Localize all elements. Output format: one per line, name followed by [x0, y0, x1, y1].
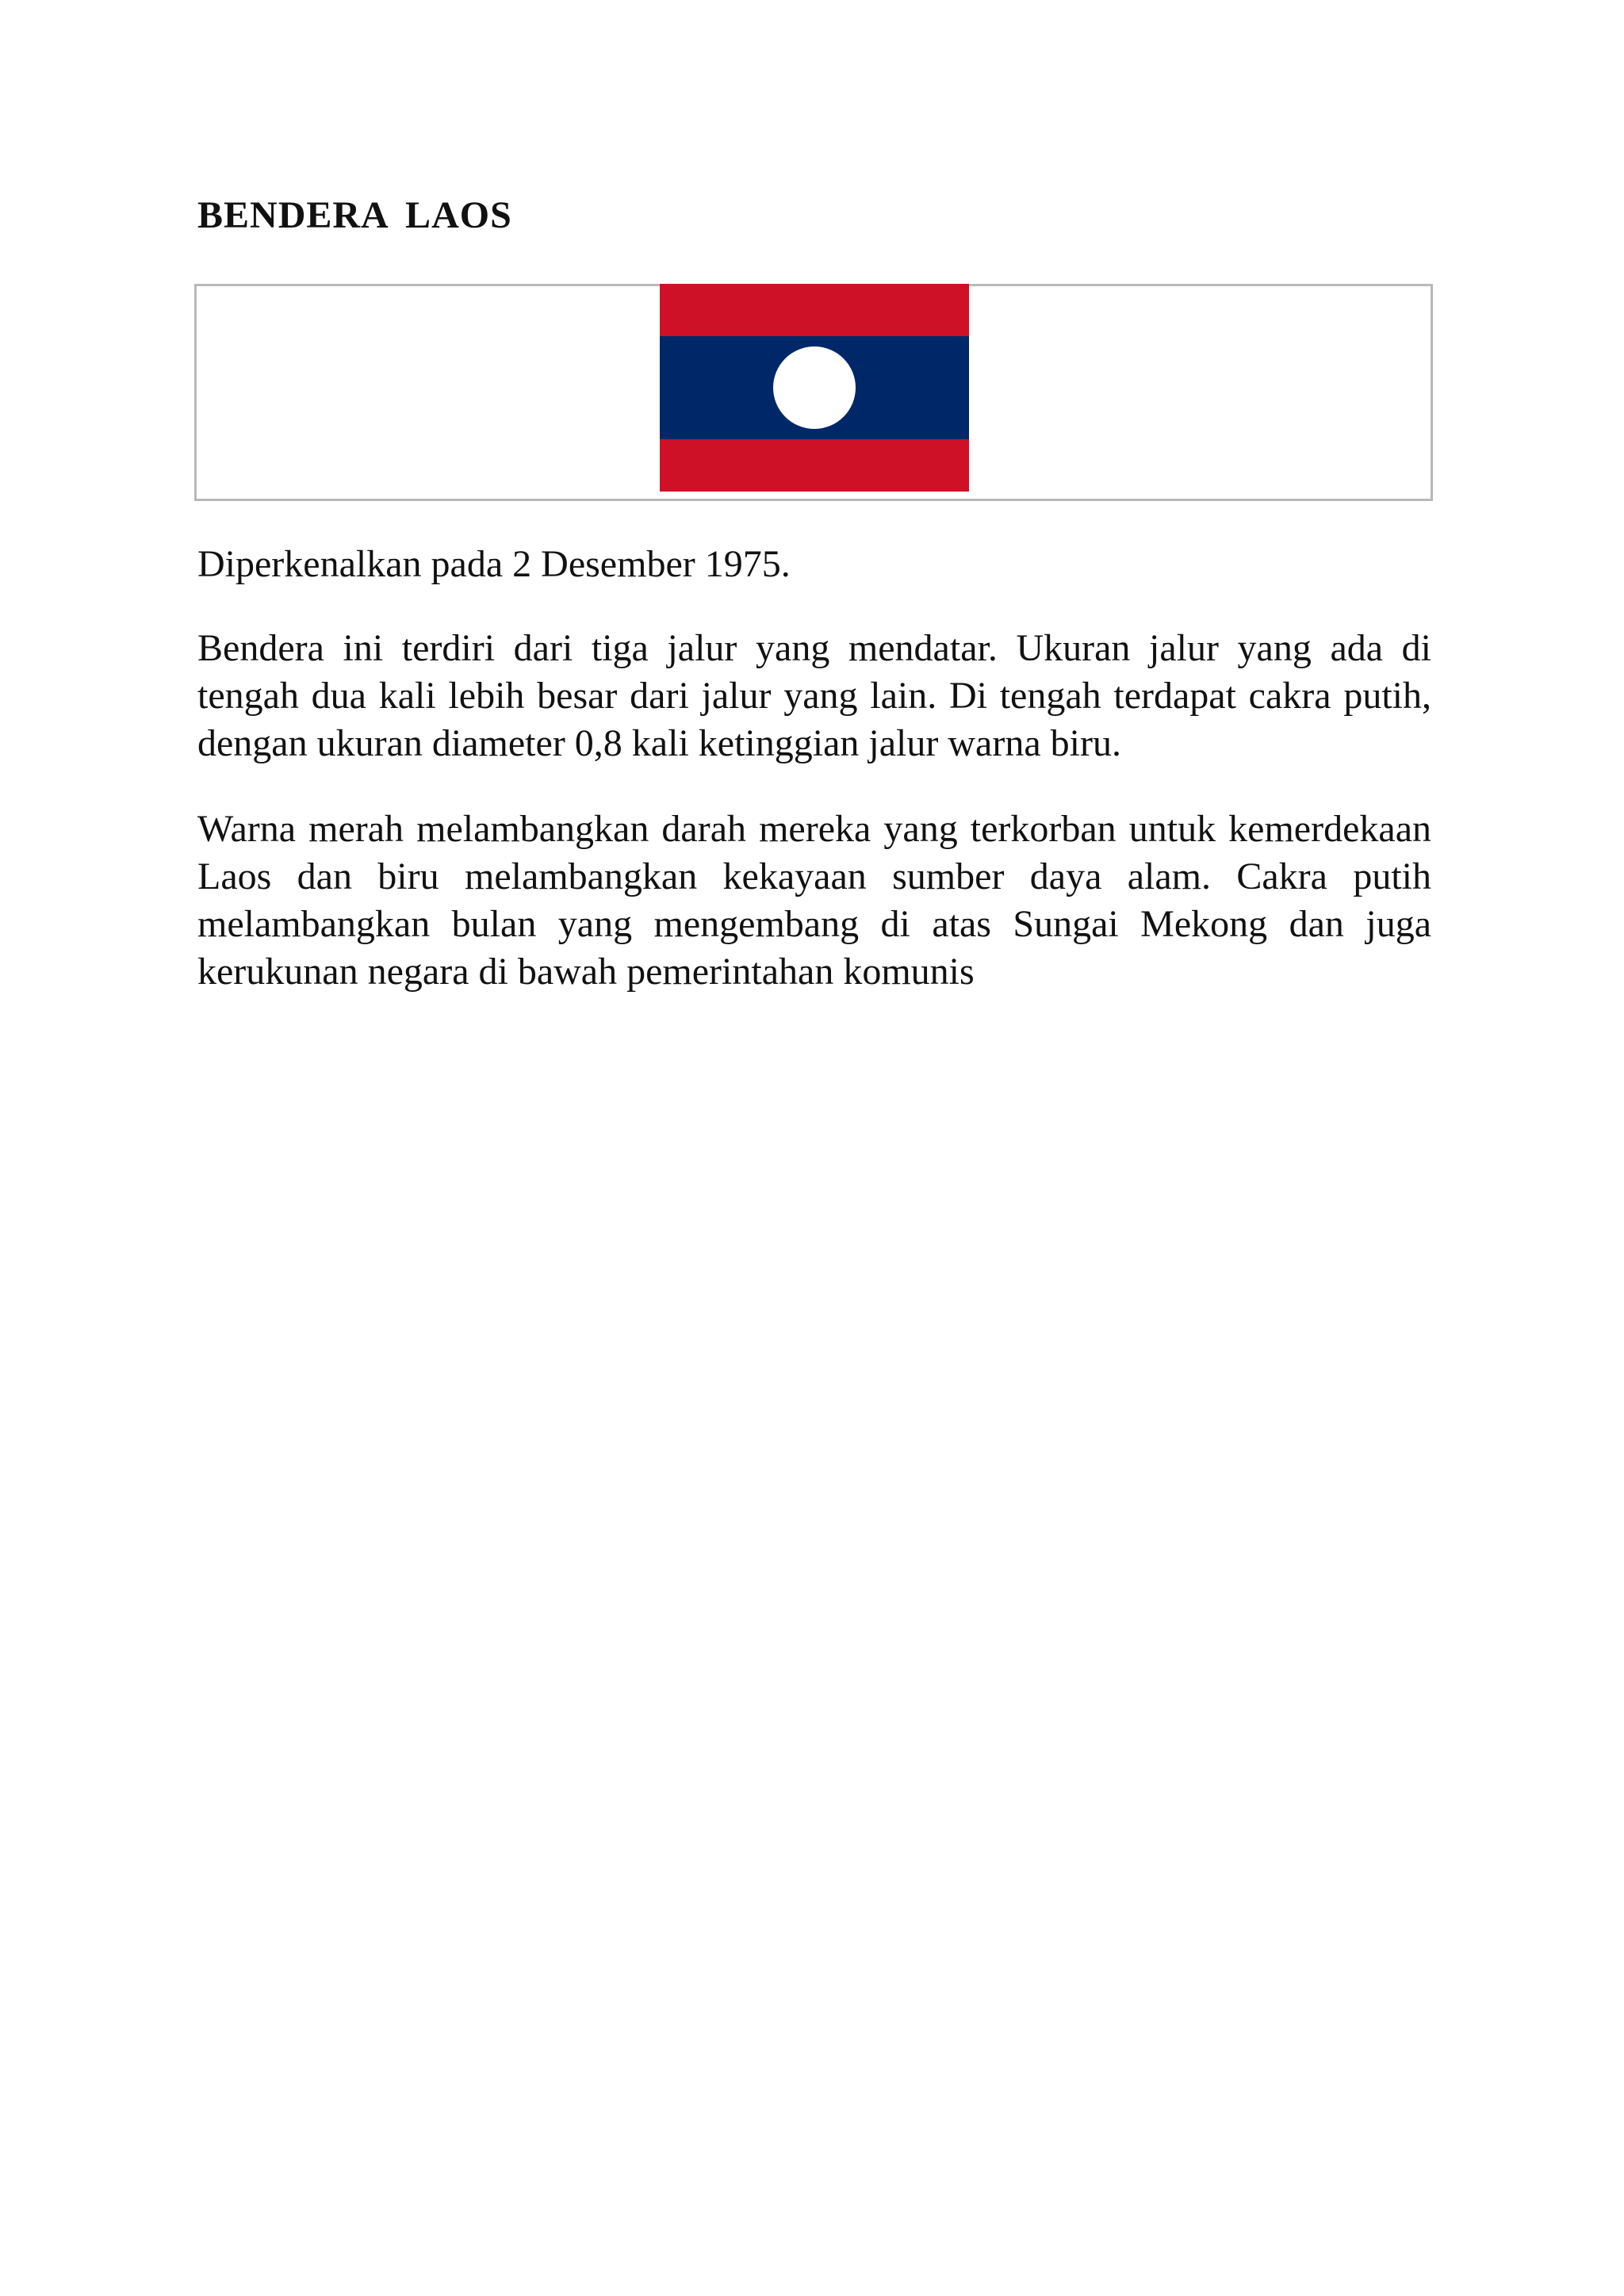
laos-flag-icon [660, 284, 969, 492]
flag-top-red-stripe [660, 284, 969, 336]
paragraph-color-meaning: Warna merah melambangkan darah mereka yang terkorban untuk kemerdekaan Laos dan biru melambangkan kekayaan sumber daya alam. Cakra putih melambangkan bulan yang mengembang di atas Sungai Mekong dan juga kerukunan negara di bawah pemerintahan komunis [197, 808, 1431, 993]
flag-white-disc [773, 346, 856, 429]
paragraph-introduced-date: Diperkenalkan pada 2 Desember 1975. [197, 543, 791, 585]
paragraph-flag-description: Bendera ini terdiri dari tiga jalur yang mendatar. Ukuran jalur yang ada di tengah dua kali lebih besar dari jalur yang lain. Di tengah terdapat cakra putih, dengan ukuran diameter 0,8 kali ketinggian jalur warna biru. [197, 627, 1431, 764]
document-title: BENDERA LAOS [197, 194, 512, 236]
flag-bottom-red-stripe [660, 439, 969, 492]
